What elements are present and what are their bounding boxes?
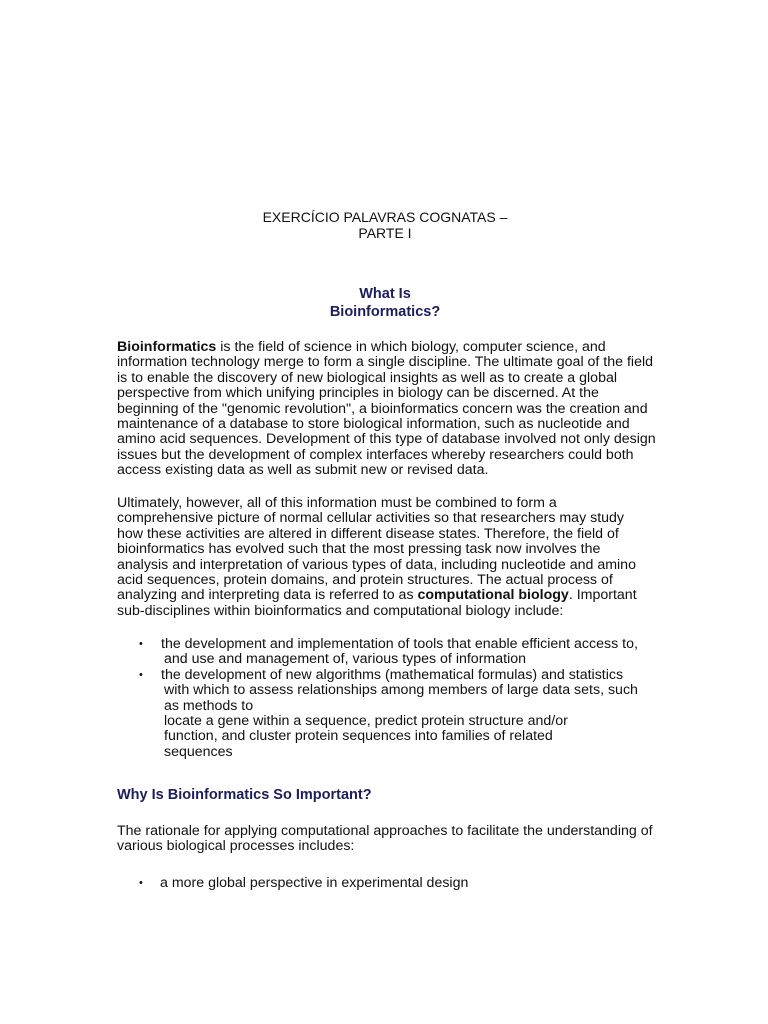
list-item-line: sequences [164, 743, 233, 760]
bullet-icon: • [139, 638, 143, 650]
paragraph-line: is to enable the discovery of new biological insights as well as to create a global [117, 369, 617, 386]
paragraph-line: Ultimately, however, all of this information must be combined to form a [117, 495, 557, 511]
heading-line-1: What Is [359, 286, 411, 302]
bullet-icon: • [139, 877, 143, 889]
bullet-list-1 [117, 637, 662, 760]
bold-term: Bioinformatics [117, 339, 217, 355]
list-item-line: the development of new algorithms (mathematical formulas) and statistics [161, 666, 624, 683]
paragraph-line: sub-disciplines within bioinformatics and computational biology include: [117, 602, 564, 619]
paragraph-line: information technology merge to form a single discipline. The ultimate goal of the field [117, 354, 654, 371]
paragraph-line: maintenance of a database to store biological information, such as nucleotide and [117, 416, 630, 433]
paragraph-line: issues but the development of complex interfaces whereby researchers could both [117, 446, 634, 463]
paragraph-line: analysis and interpretation of various types of data, including nucleotide and amino [117, 556, 636, 573]
paragraph-line [117, 588, 662, 603]
title-line-2: PARTE I [358, 225, 412, 241]
bullet-icon: • [139, 668, 143, 681]
paragraph-line: access existing data as well as submit new or revised data. [117, 462, 489, 479]
title-line-1: EXERCÍCIO PALAVRAS COGNATAS – [262, 209, 508, 225]
paragraph-2 [117, 496, 662, 619]
list-item-line: a more global perspective in experimental design [160, 875, 469, 891]
text-span: analyzing and interpreting data is referred to as [117, 587, 418, 604]
paragraph-line: perspective from which unifying principles in biology can be discerned. At the [117, 385, 599, 402]
list-item [117, 668, 662, 760]
paragraph-line: beginning of the "genomic revolution", a bioinformatics concern was the creation and [117, 400, 648, 417]
list-item-line: locate a gene within a sequence, predict protein structure and/or [164, 713, 568, 730]
paragraph-line: amino acid sequences. Development of this type of database involved not only design [117, 431, 656, 448]
heading-line-2: Bioinformatics? [329, 304, 441, 320]
heading-why-important: Why Is Bioinformatics So Important? [117, 787, 372, 803]
text-span: is the field of science in which biology, computer science, and [216, 339, 606, 355]
list-item-line: function, and cluster protein sequences into families of related [164, 728, 553, 745]
list-item [117, 876, 662, 891]
list-item-line: with which to assess relationships among members of large data sets, such [164, 682, 638, 699]
bullet-list-2 [117, 876, 662, 891]
document-title [0, 209, 768, 241]
paragraph-3 [117, 824, 662, 855]
paragraph-line: comprehensive picture of normal cellular activities so that researchers may study [117, 510, 625, 527]
heading-what-is-bioinformatics [0, 285, 768, 321]
paragraph-line [117, 340, 662, 355]
paragraph-line: how these activities are altered in different disease states. Therefore, the field of [117, 525, 619, 542]
paragraph-line: various biological processes includes: [117, 838, 355, 855]
paragraph-line: The rationale for applying computational approaches to facilitate the understanding of [117, 823, 653, 839]
list-item-line: and use and management of, various types of information [164, 651, 526, 668]
bold-term: computational biology [417, 587, 569, 604]
paragraph-line: bioinformatics has evolved such that the most pressing task now involves the [117, 541, 601, 558]
paragraph-1 [117, 340, 662, 479]
text-span: . Important [568, 587, 637, 604]
list-item-line: as methods to [164, 697, 254, 714]
list-item-line: the development and implementation of tools that enable efficient access to, [161, 636, 638, 652]
paragraph-line: acid sequences, protein domains, and protein structures. The actual process of [117, 572, 613, 589]
list-item [117, 637, 662, 668]
